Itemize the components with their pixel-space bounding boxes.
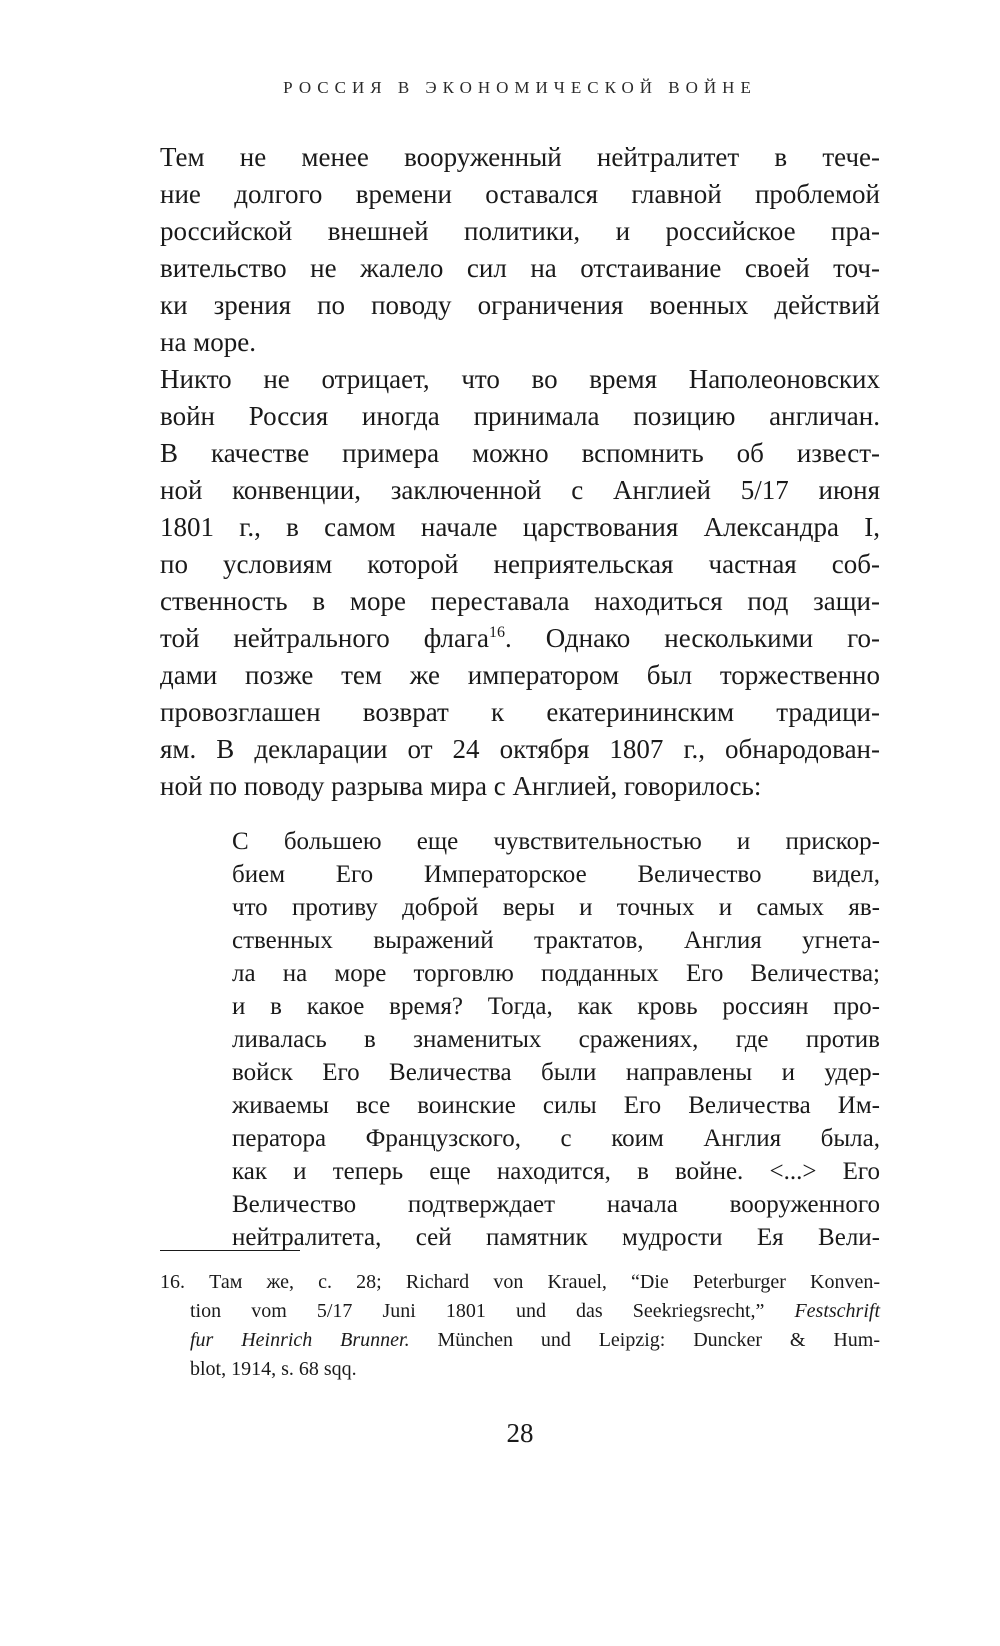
- quote-line: и в какое время? Тогда, как кровь россиян про-: [232, 993, 880, 1020]
- paragraph-line: ной по поводу разрыва мира с Англией, говорилось:: [160, 771, 762, 801]
- quote-line: Величество подтверждает начала вооруженного: [232, 1191, 880, 1218]
- quote-line: С большею еще чувствительностью и прискор-: [232, 828, 880, 855]
- footnote-text: tion vom 5/17 Juni 1801 und das Seekriegsrecht,”: [190, 1300, 765, 1322]
- paragraph-line: ной конвенции, заключенной с Англией 5/17 июня: [160, 475, 880, 505]
- paragraph-line: дами позже тем же императором был торжественно: [160, 660, 880, 690]
- footnote-line: blot, 1914, s. 68 sqq.: [190, 1358, 357, 1380]
- footnote-reference[interactable]: 16: [489, 624, 506, 641]
- footnote-text: München und Leipzig: Duncker & Hum-: [437, 1329, 880, 1351]
- footnote-line: [190, 1297, 880, 1325]
- footnote-italic: Festschrift: [794, 1300, 880, 1322]
- paragraph-line: ки зрения по поводу ограничения военных действий: [160, 290, 880, 320]
- paragraph-line: на море.: [160, 327, 257, 357]
- quote-line: ливалась в знаменитых сражениях, где против: [232, 1026, 880, 1053]
- footnote-separator: [160, 1250, 300, 1251]
- footnote-line: 16. Там же, с. 28; Richard von Krauel, “Die Peterburger Konven-: [160, 1271, 880, 1293]
- quote-line: ператора Французского, с коим Англия была,: [232, 1125, 880, 1152]
- paragraph-line: ственность в море переставала находиться под защи-: [160, 586, 880, 616]
- quote-line: как и теперь еще находится, в войне. <...> Его: [232, 1158, 880, 1185]
- paragraph-line: ние долгого времени оставался главной проблемой: [160, 179, 880, 209]
- paragraph-line: войн Россия иногда принимала позицию англичан.: [160, 401, 880, 431]
- paragraph-text: той нейтрального флага: [160, 623, 490, 653]
- quote-line: ла на море торговлю подданных Его Величества;: [232, 960, 880, 987]
- quote-line: нейтралитета, сей памятник мудрости Ея Вели-: [232, 1224, 880, 1251]
- paragraph-line: провозглашен возврат к екатерининским традици-: [160, 697, 880, 727]
- quote-line: бием Его Императорское Величество видел,: [232, 861, 880, 888]
- running-head: РОССИЯ В ЭКОНОМИЧЕСКОЙ ВОЙНЕ: [283, 78, 757, 97]
- paragraph-line: российской внешней политики, и российское пра-: [160, 216, 880, 246]
- quote-line: войск Его Величества были направлены и удер-: [232, 1059, 880, 1086]
- paragraph-line: по условиям которой неприятельская частная соб-: [160, 549, 880, 579]
- paragraph-line: Тем не менее вооруженный нейтралитет в тече-: [160, 142, 880, 172]
- paragraph-line: ям. В декларации от 24 октября 1807 г., обнародован-: [160, 734, 880, 764]
- quote-line: что противу доброй веры и точных и самых яв-: [232, 894, 880, 921]
- paragraph-text: . Однако несколькими го-: [505, 623, 880, 653]
- footnote-line: [190, 1326, 880, 1354]
- paragraph-line: Никто не отрицает, что во время Наполеоновских: [160, 364, 880, 394]
- quote-line: ственных выражений трактатов, Англия угнета-: [232, 927, 880, 954]
- quote-line: живаемы все воинские силы Его Величества Им-: [232, 1092, 880, 1119]
- paragraph-line: В качестве примера можно вспомнить об извест-: [160, 438, 880, 468]
- paragraph-line: 1801 г., в самом начале царствования Александра I,: [160, 512, 880, 542]
- paragraph-line: вительство не жалело сил на отстаивание своей точ-: [160, 253, 880, 283]
- paragraph-line: [160, 621, 880, 655]
- page-number: 28: [506, 1418, 534, 1448]
- footnote-italic: fur Heinrich Brunner.: [190, 1329, 410, 1351]
